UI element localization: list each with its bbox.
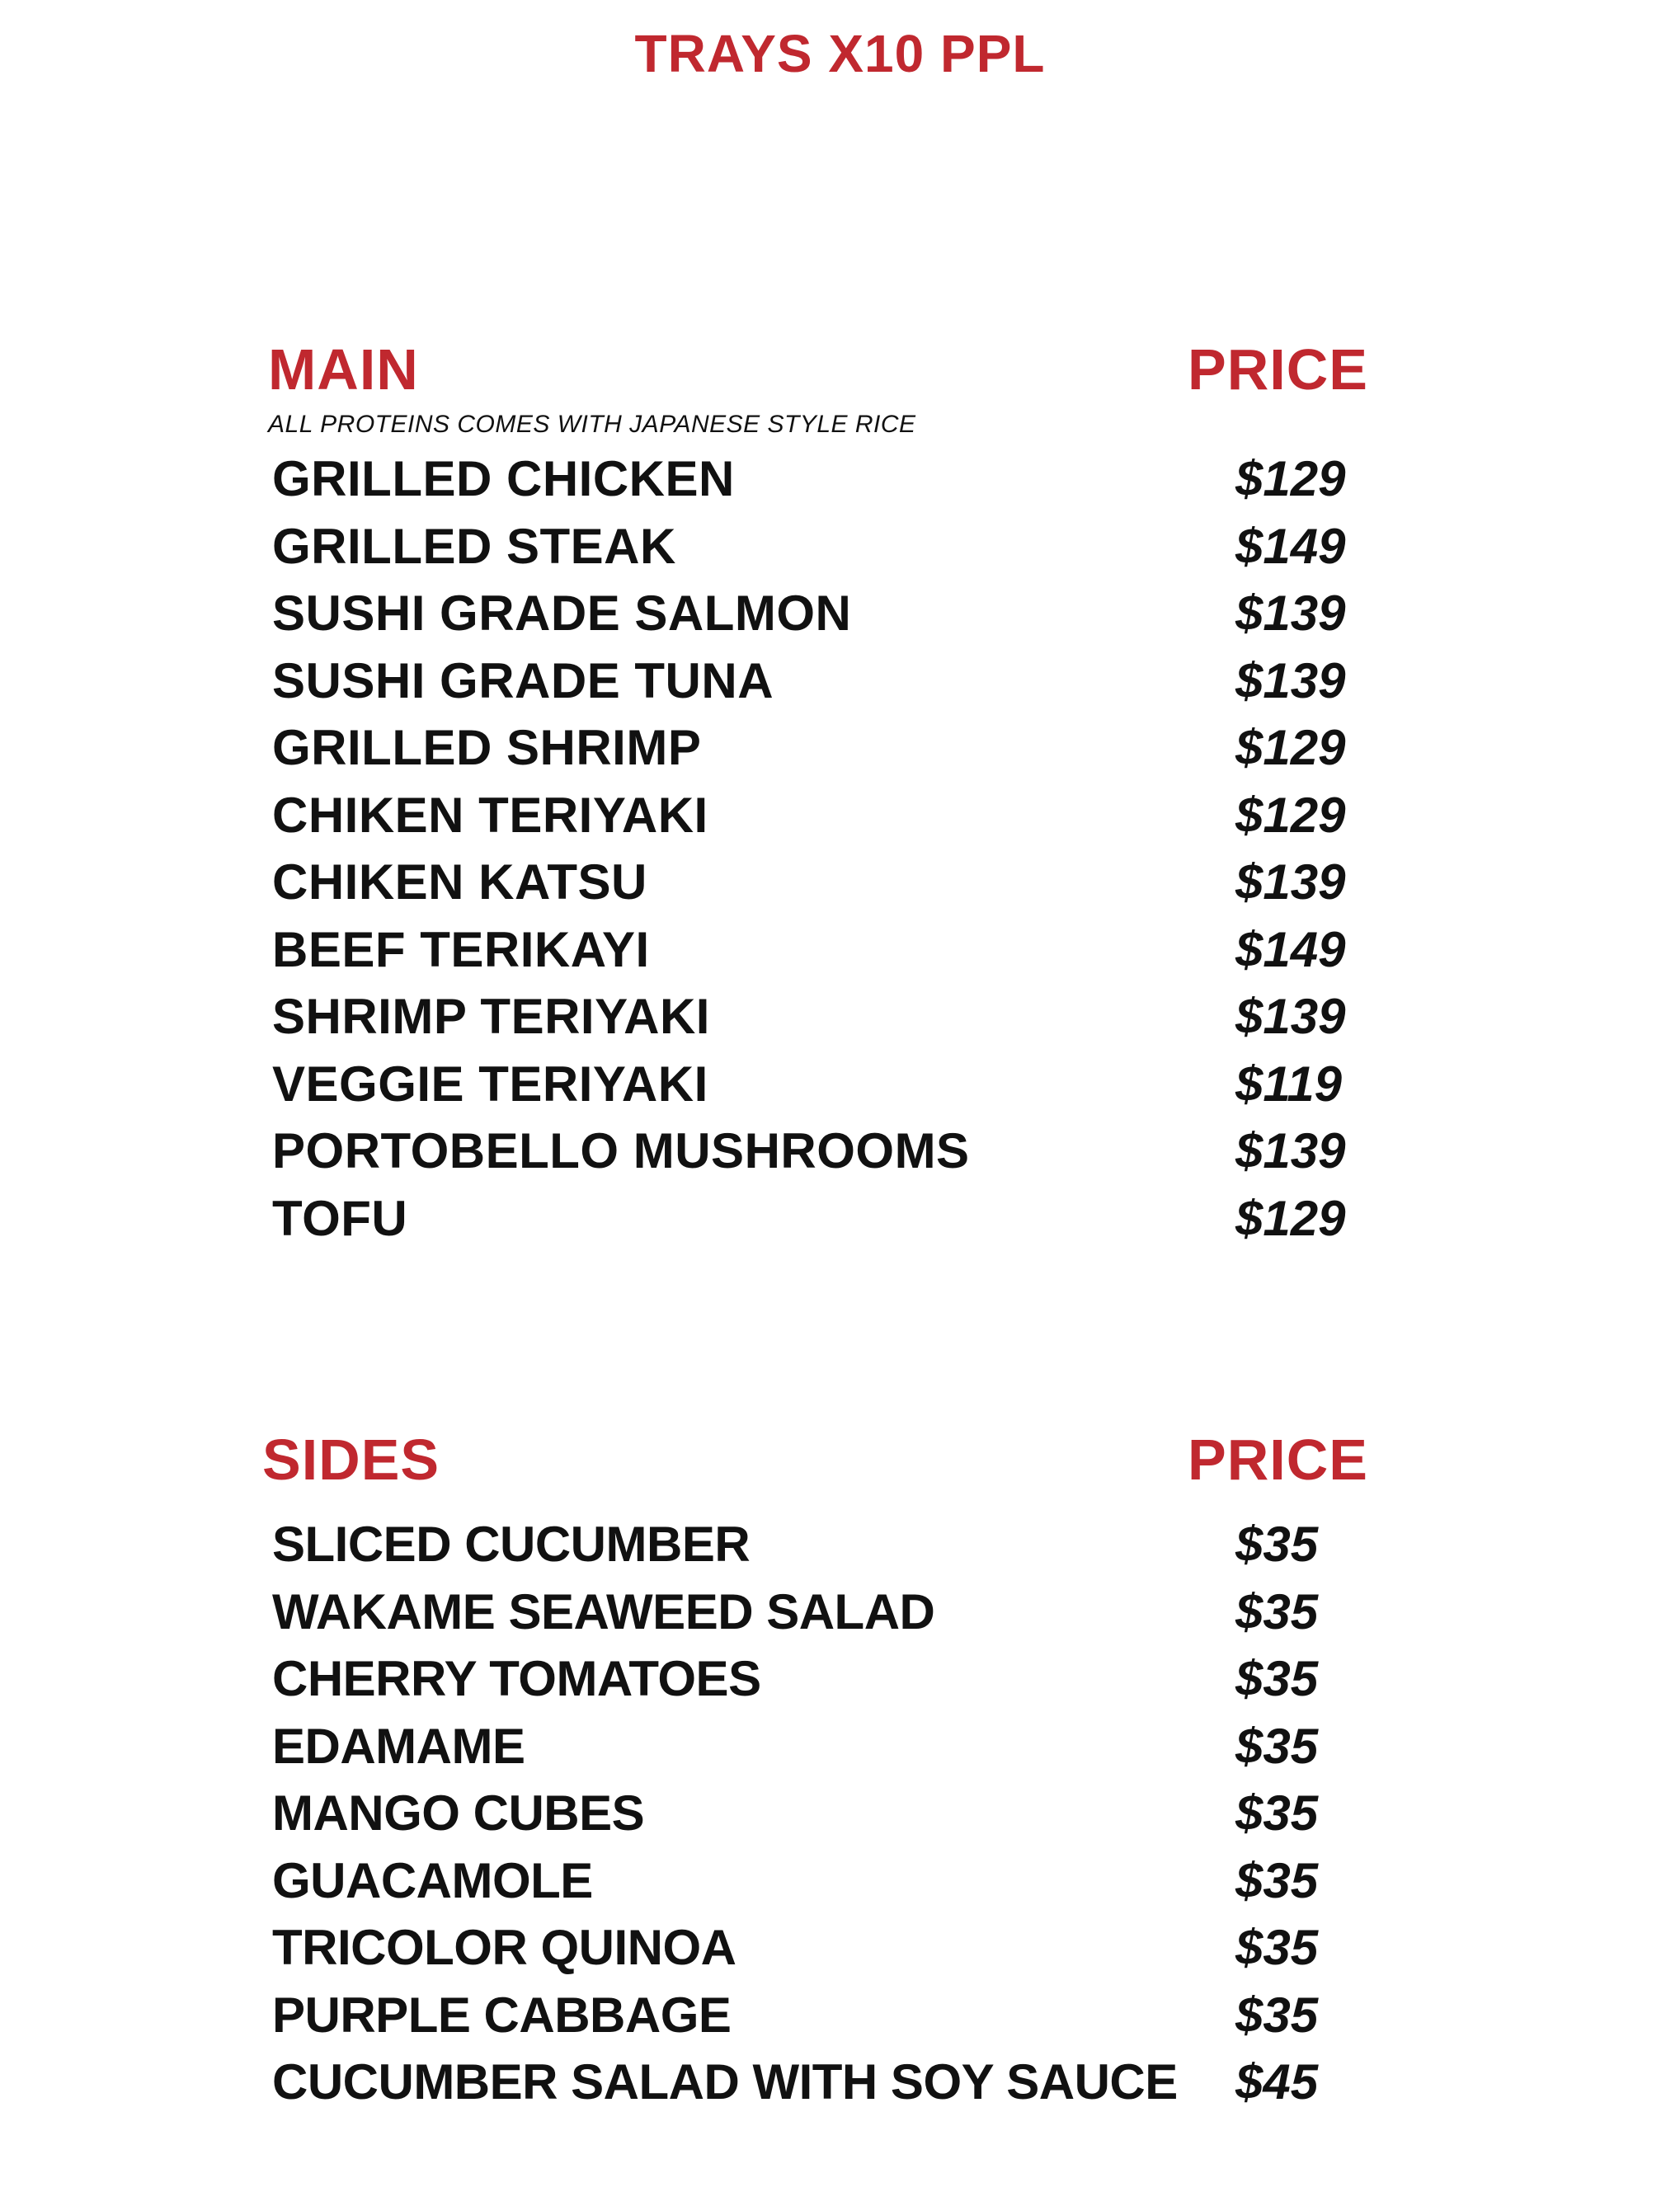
main-section-header xyxy=(256,328,1386,402)
item-name: SHRIMP TERIYAKI xyxy=(272,989,710,1044)
item-price: $119 xyxy=(1235,1056,1343,1112)
menu-item xyxy=(272,1650,1386,1718)
item-name: CHERRY TOMATOES xyxy=(272,1651,761,1706)
item-name: SUSHI GRADE SALMON xyxy=(272,586,852,641)
sides-section-header xyxy=(256,1418,1386,1493)
item-price: $35 xyxy=(1235,1920,1319,1975)
item-name: MANGO CUBES xyxy=(272,1785,645,1841)
sides-item-list xyxy=(272,1516,1386,2121)
item-price: $129 xyxy=(1235,720,1346,775)
item-price: $35 xyxy=(1235,1651,1319,1706)
item-price: $35 xyxy=(1235,1583,1319,1639)
sides-heading: SIDES xyxy=(262,1428,440,1492)
item-price: $139 xyxy=(1235,854,1346,910)
menu-item xyxy=(272,787,1386,854)
item-name: CHIKEN KATSU xyxy=(272,854,647,910)
menu-item xyxy=(272,1987,1386,2054)
main-heading: MAIN xyxy=(268,337,419,402)
main-note: ALL PROTEINS COMES WITH JAPANESE STYLE RICE xyxy=(268,411,916,438)
item-name: CUCUMBER SALAD WITH SOY SAUCE xyxy=(272,2054,1178,2110)
menu-item xyxy=(272,652,1386,720)
page-title: TRAYS X10 PPL xyxy=(634,24,1046,83)
item-price: $139 xyxy=(1235,1123,1346,1178)
item-price: $139 xyxy=(1235,989,1346,1044)
item-price: $35 xyxy=(1235,1517,1319,1572)
item-name: EDAMAME xyxy=(272,1718,525,1774)
menu-item xyxy=(272,585,1386,652)
sides-section xyxy=(256,1418,1386,2110)
main-price-heading: PRICE xyxy=(1188,337,1368,402)
item-name: SLICED CUCUMBER xyxy=(272,1517,751,1572)
menu-item xyxy=(272,1919,1386,1987)
item-price: $129 xyxy=(1235,451,1346,506)
menu-item xyxy=(272,2053,1386,2121)
item-name: GRILLED CHICKEN xyxy=(272,451,735,506)
menu-item xyxy=(272,1056,1386,1123)
item-price: $139 xyxy=(1235,586,1346,641)
item-name: GUACAMOLE xyxy=(272,1852,593,1908)
item-price: $129 xyxy=(1235,1190,1346,1246)
menu-item xyxy=(272,1583,1386,1651)
menu-item xyxy=(272,1122,1386,1190)
menu-item xyxy=(272,518,1386,586)
menu-item xyxy=(272,450,1386,518)
item-name: SUSHI GRADE TUNA xyxy=(272,652,774,708)
main-section xyxy=(256,328,1386,1246)
menu-item xyxy=(272,719,1386,787)
item-name: WAKAME SEAWEED SALAD xyxy=(272,1583,935,1639)
item-price: $149 xyxy=(1235,518,1346,574)
menu-item xyxy=(272,1852,1386,1920)
menu-item xyxy=(272,921,1386,989)
sides-price-heading: PRICE xyxy=(1188,1428,1368,1492)
item-name: GRILLED SHRIMP xyxy=(272,720,702,775)
menu-item xyxy=(272,1190,1386,1258)
item-name: TRICOLOR QUINOA xyxy=(272,1920,736,1975)
menu-item xyxy=(272,1718,1386,1785)
item-price: $45 xyxy=(1235,2054,1319,2110)
item-name: BEEF TERIKAYI xyxy=(272,921,650,977)
item-price: $129 xyxy=(1235,787,1346,843)
menu-item xyxy=(272,854,1386,921)
item-price: $35 xyxy=(1235,1785,1319,1841)
item-name: CHIKEN TERIYAKI xyxy=(272,787,708,843)
item-price: $35 xyxy=(1235,1987,1319,2043)
item-name: TOFU xyxy=(272,1190,408,1246)
item-name: PORTOBELLO MUSHROOMS xyxy=(272,1123,970,1178)
item-price: $35 xyxy=(1235,1718,1319,1774)
menu-item xyxy=(272,988,1386,1056)
menu-item xyxy=(272,1516,1386,1583)
main-item-list xyxy=(272,450,1386,1257)
item-price: $139 xyxy=(1235,652,1346,708)
item-name: GRILLED STEAK xyxy=(272,518,676,574)
item-name: PURPLE CABBAGE xyxy=(272,1987,732,2043)
item-price: $35 xyxy=(1235,1852,1319,1908)
menu-item xyxy=(272,1785,1386,1852)
item-name: VEGGIE TERIYAKI xyxy=(272,1056,708,1112)
item-price: $149 xyxy=(1235,921,1346,977)
